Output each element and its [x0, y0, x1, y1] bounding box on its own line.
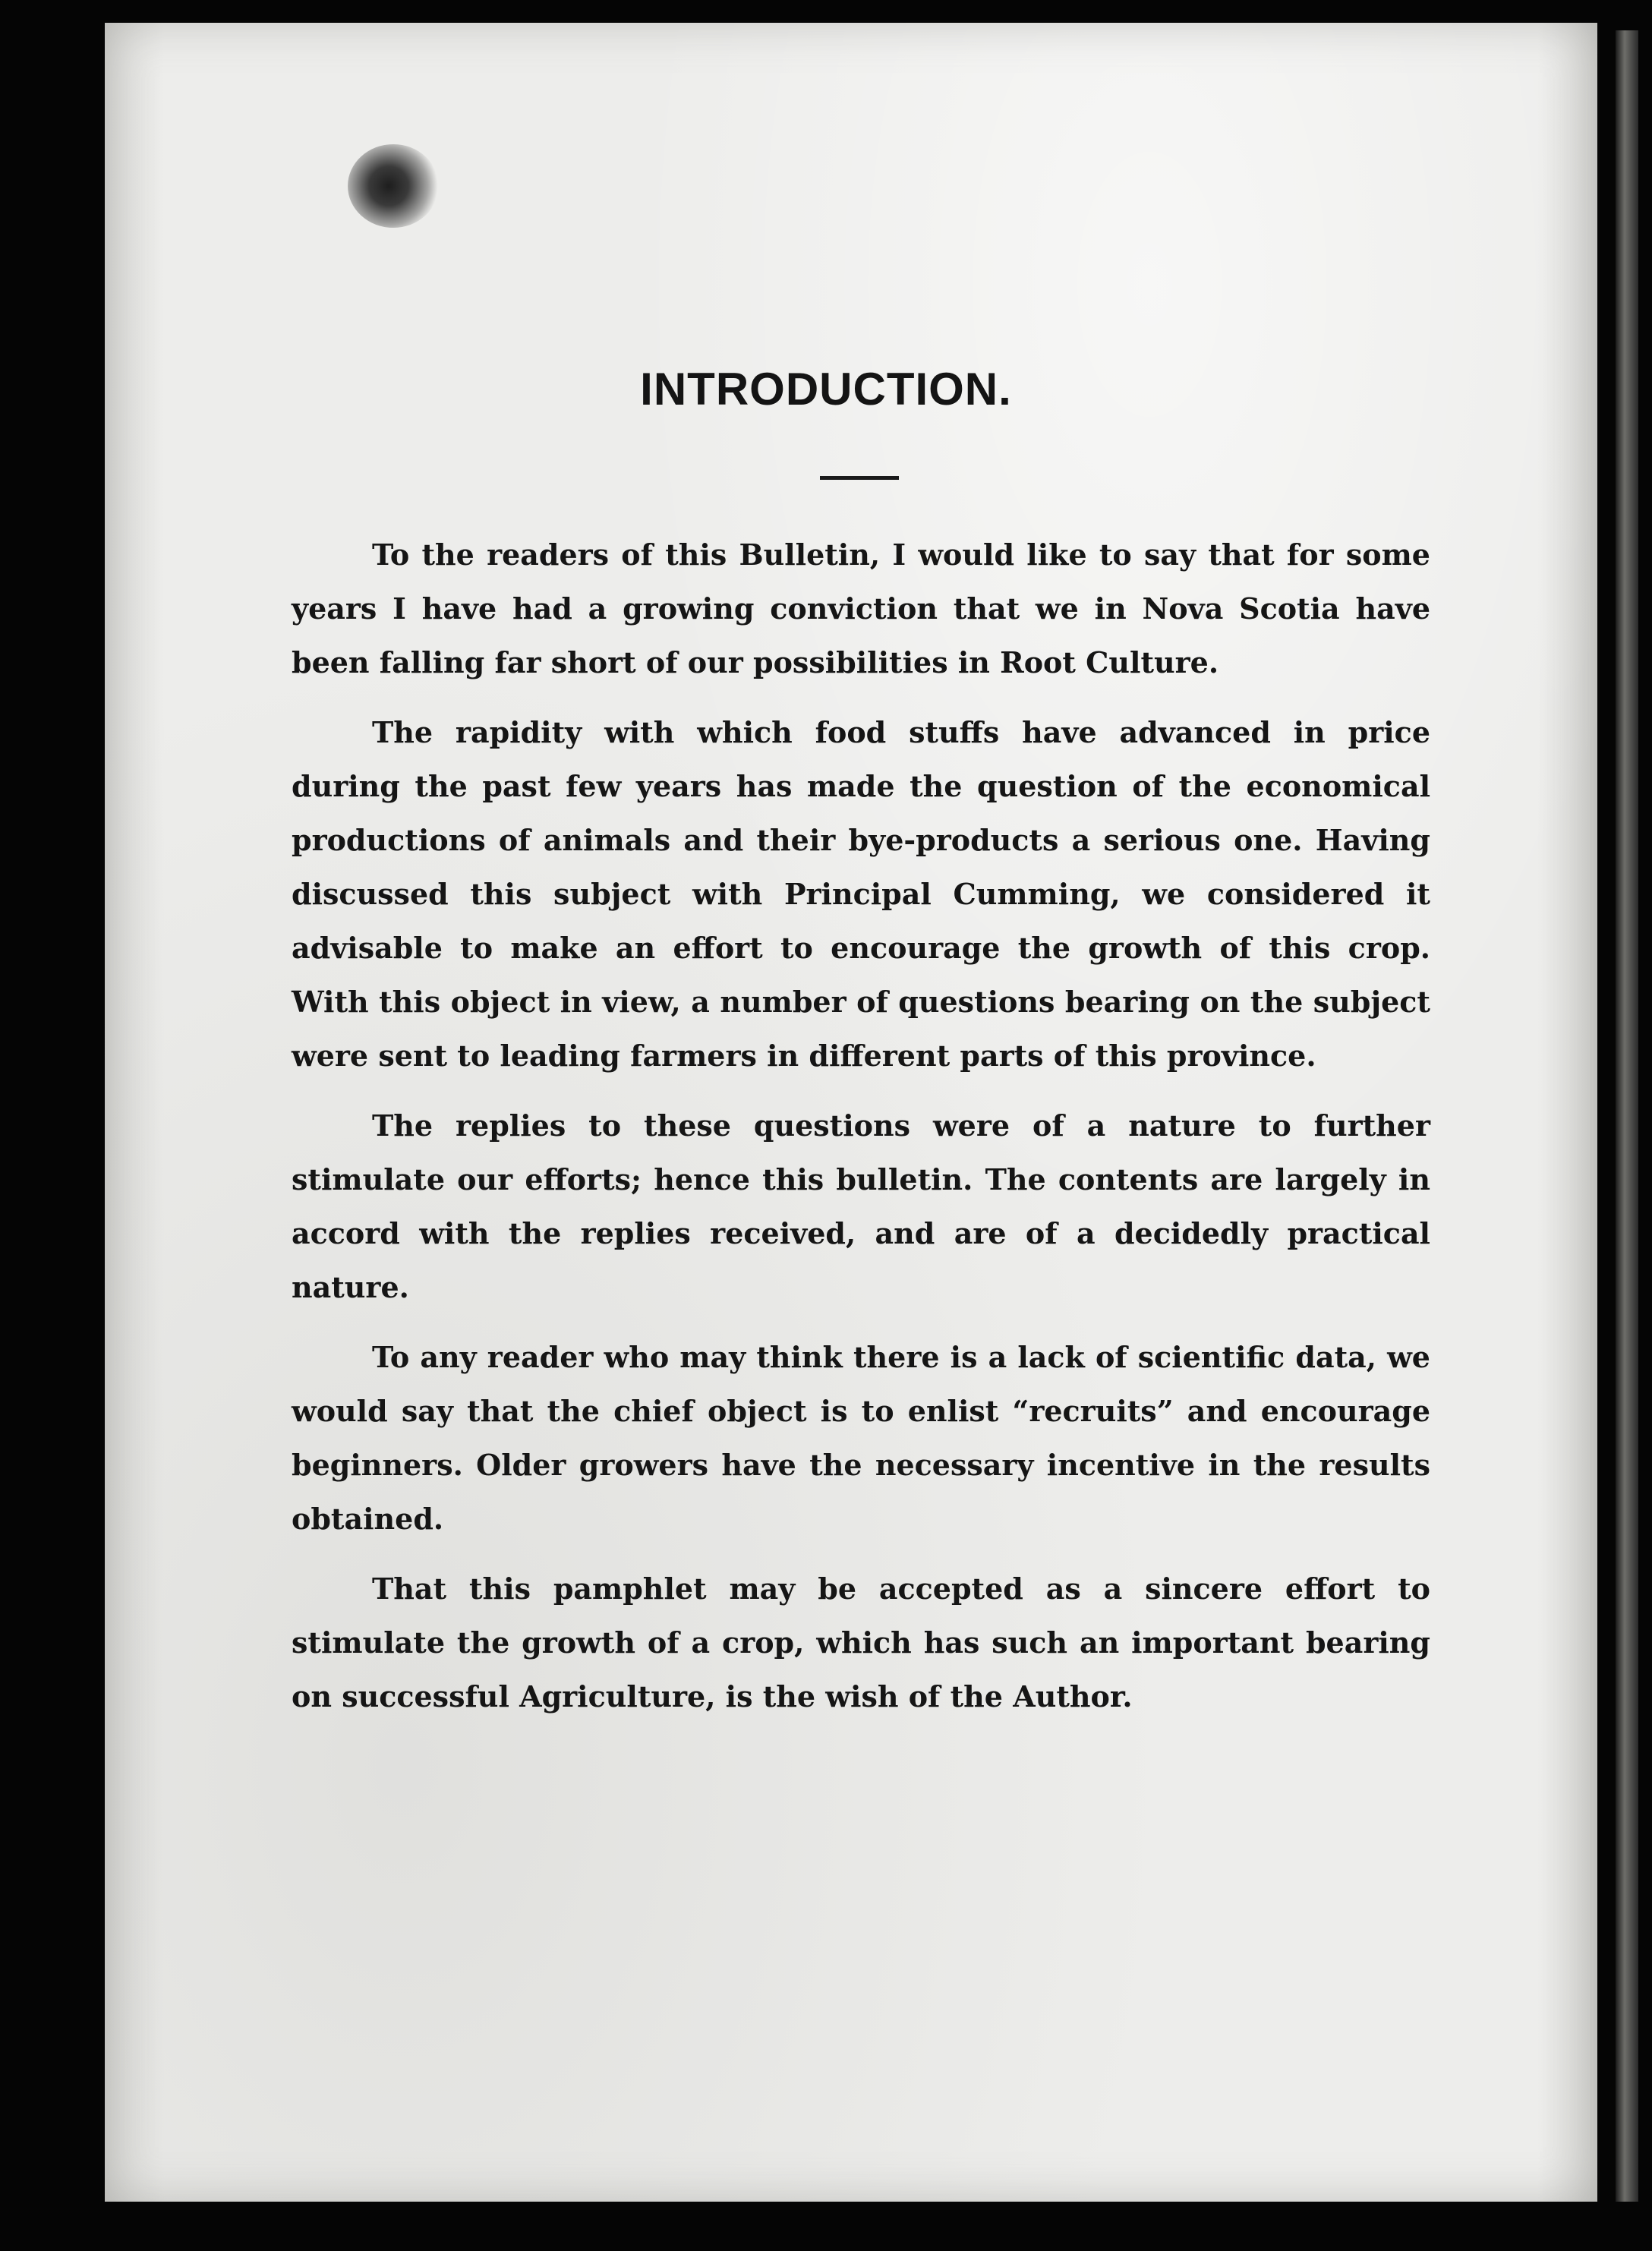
ink-stain: [348, 144, 439, 228]
page-title: INTRODUCTION.: [640, 364, 1012, 415]
paragraph-closing: That this pamphlet may be accepted as a sincere effort to stimulate the growth of a crop, which has such an important bearing on successful Agriculture, is the wish of the Author.: [292, 1572, 1430, 1713]
paragraph-replies: The replies to these questions were of a nature to further stimulate our efforts; hence this bulletin. The contents are largely in accord with the replies received, and are of a decidedly practical nature.: [292, 1108, 1430, 1304]
paragraph-scientific-data: To any reader who may think there is a lack of scientific data, we would say that the chief object is to enlist “recruits” and encourage beginners. Older growers have the necessary incentive in the results obtained.: [292, 1340, 1430, 1536]
adjacent-page-edge: [1616, 30, 1638, 2202]
paragraph-food-prices: The rapidity with which food stuffs have advanced in price during the past few years has made the question of the economical productions of animals and their bye-products a serious one. Having discussed this subject with Principal Cumming, we considered it advisable to make an effort to encourage the growth of this crop. With this object in view, a number of questions bearing on the subject were sent to leading farmers in different parts of this province.: [292, 715, 1430, 1073]
title-divider: [820, 476, 899, 480]
paragraph-readers: To the readers of this Bulletin, I would like to say that for some years I have had a growing conviction that we in Nova Scotia have been falling far short of our possibilities in Root Culture.: [292, 538, 1430, 679]
introduction-body: [292, 528, 1430, 1739]
